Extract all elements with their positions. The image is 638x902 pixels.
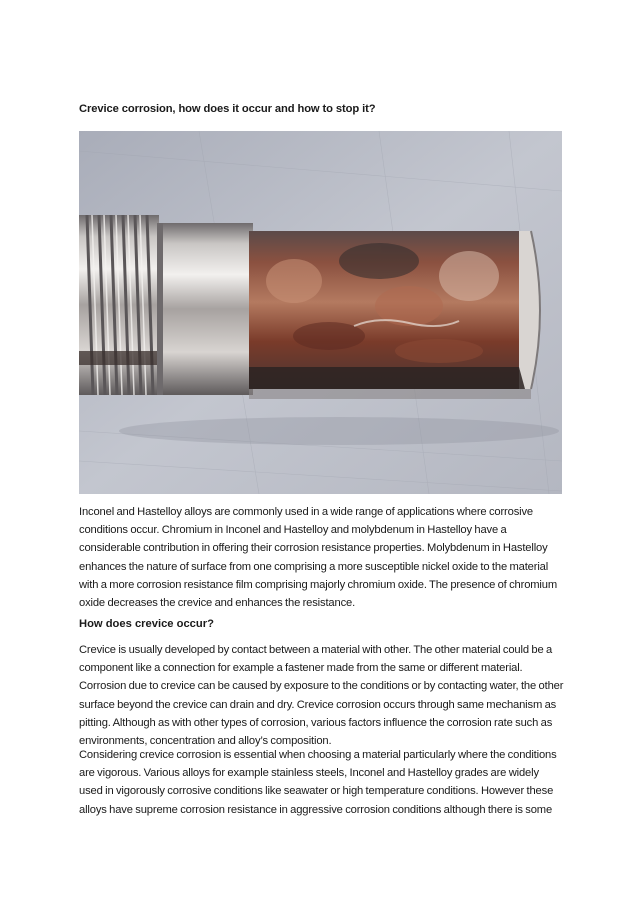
paragraph-inconel-hastelloy: Inconel and Hastelloy alloys are commonly used in a wide range of applications where corrosive conditions occur. Chromium in Inconel and Hastelloy and molybdenum in Hastelloy have a considerable contribution in offering their corrosion resistance properties. Molybdenum in Hastelloy enhances the nature of surface from one comprising a more susceptible nickel oxide to the material with a more corrosion resistance film comprising majorly chromium oxide. The presence of chromium oxide decreases the crevice and enhances the resistance. — [79, 506, 558, 610]
paragraph-crevice-development: Crevice is usually developed by contact between a material with other. The other material could be a component like a connection for example a fastener made from the same or different material. Corrosion due to crevice can be caused by exposure to the conditions or by contacting water, the other surface beyond the crevice can drain and dry. Crevice corrosion occurs through same mechanism as pitting. Although as with other types of corrosion, various factors influence the corrosion rate such as environments, concentration and alloy’s composition. — [79, 644, 564, 748]
threaded-end — [79, 215, 159, 395]
paragraph-material-selection: Considering crevice corrosion is essential when choosing a material particularly where the conditions are vigorous. Various alloys for example stainless steels, Inconel and Hastelloy grades are widely used in vigorously corrosive conditions like seawater or high temperature conditions. However these alloys have supreme corrosion resistance in aggressive corrosion conditions although there is some — [79, 749, 557, 816]
corroded-shaft-photo — [79, 131, 562, 494]
document-title: Crevice corrosion, how does it occur and how to stop it? — [79, 103, 376, 115]
section-heading-how-does-crevice-occur: How does crevice occur? — [79, 618, 214, 630]
